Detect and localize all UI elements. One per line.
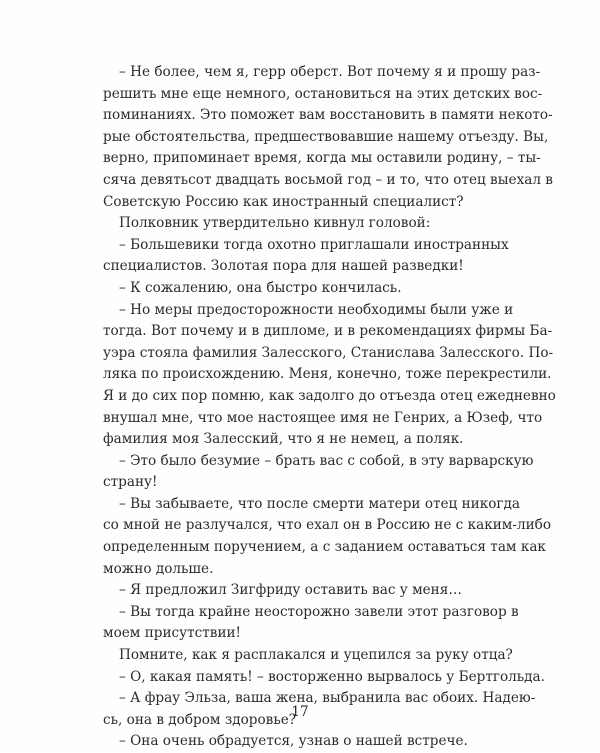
text-line: со мной не разлучался, что ехал он в Россию не с каким-либо xyxy=(103,517,552,534)
paragraph xyxy=(103,645,513,667)
text-line: – О, какая память! – восторженно вырвалось у Бертгольда. xyxy=(119,668,545,685)
paragraph xyxy=(103,278,493,300)
text-line: страну! xyxy=(103,474,158,491)
text-line: поминаниях. Это поможет вам восстановить в памяти некото- xyxy=(103,107,553,124)
text-line: – К сожалению, она быстро кончилась. xyxy=(119,279,402,296)
text-line: Помните, как я расплакался и уцепился за руку отца? xyxy=(119,647,513,664)
paragraph xyxy=(103,235,509,278)
text-line: – Вы забываете, что после смерти матери отец никогда xyxy=(119,495,521,512)
text-line: – Это было безумие – брать вас с собой, в эту варварскую xyxy=(119,452,534,469)
paragraph xyxy=(103,602,519,645)
text-line: – Но меры предосторожности необходимы были уже и xyxy=(119,301,514,318)
paragraph xyxy=(103,580,493,602)
page-number: 17 xyxy=(291,704,309,720)
text-line: рые обстоятельства, предшествовавшие нашему отъезду. Вы, xyxy=(103,128,549,145)
paragraph xyxy=(103,300,556,451)
paragraph xyxy=(103,62,553,213)
text-line: определенным поручением, а с заданием оставаться там как xyxy=(103,539,546,556)
paragraph xyxy=(103,667,545,689)
body-text xyxy=(103,62,556,753)
text-line: сяча девятьсот двадцать восьмой год – и то, что отец выехал в xyxy=(103,171,553,188)
text-line: фамилия моя Залесский, что я не немец, а поляк. xyxy=(103,431,464,448)
text-line: – Не более, чем я, герр оберст. Вот почему я и прошу раз- xyxy=(119,64,541,80)
text-line: – А фрау Эльза, ваша жена, выбранила вас обоих. Надею- xyxy=(119,690,536,707)
text-line: ляка по происхождению. Меня, конечно, тоже перекрестили. xyxy=(103,366,552,383)
text-line: специалистов. Золотая пора для нашей разведки! xyxy=(103,258,464,275)
text-line: верно, припоминает время, когда мы оставили родину, – ты- xyxy=(103,150,541,167)
text-line: – Большевики тогда охотно приглашали иностранных xyxy=(119,236,509,253)
text-line: – Вы тогда крайне неосторожно завели этот разговор в xyxy=(119,603,519,620)
text-line: уэра стояла фамилия Залесского, Станислава Залесского. По- xyxy=(103,344,554,361)
paragraph xyxy=(103,494,552,580)
paragraph xyxy=(103,213,493,235)
text-line: моем присутствии! xyxy=(103,625,242,642)
text-line: тогда. Вот почему и в дипломе, и в рекомендациях фирмы Ба- xyxy=(103,323,553,340)
text-line: Советскую Россию как иностранный специалист? xyxy=(103,193,464,210)
text-line: – Она очень обрадуется, узнав о нашей встрече. xyxy=(119,733,468,750)
text-line: Я и до сих пор помню, как задолго до отъезда отец ежедневно xyxy=(103,387,556,404)
text-line: Полковник утвердительно кивнул головой: xyxy=(119,215,431,232)
paragraph xyxy=(103,451,534,494)
text-line: можно дольше. xyxy=(103,560,214,577)
text-line: внушал мне, что мое настоящее имя не Генрих, а Юзеф, что xyxy=(103,409,543,426)
text-line: решить мне еще немного, остановиться на этих детских вос- xyxy=(103,85,543,102)
text-line: – Я предложил Зигфриду оставить вас у меня… xyxy=(119,582,462,599)
text-line: сь, она в добром здоровье? xyxy=(103,711,297,728)
